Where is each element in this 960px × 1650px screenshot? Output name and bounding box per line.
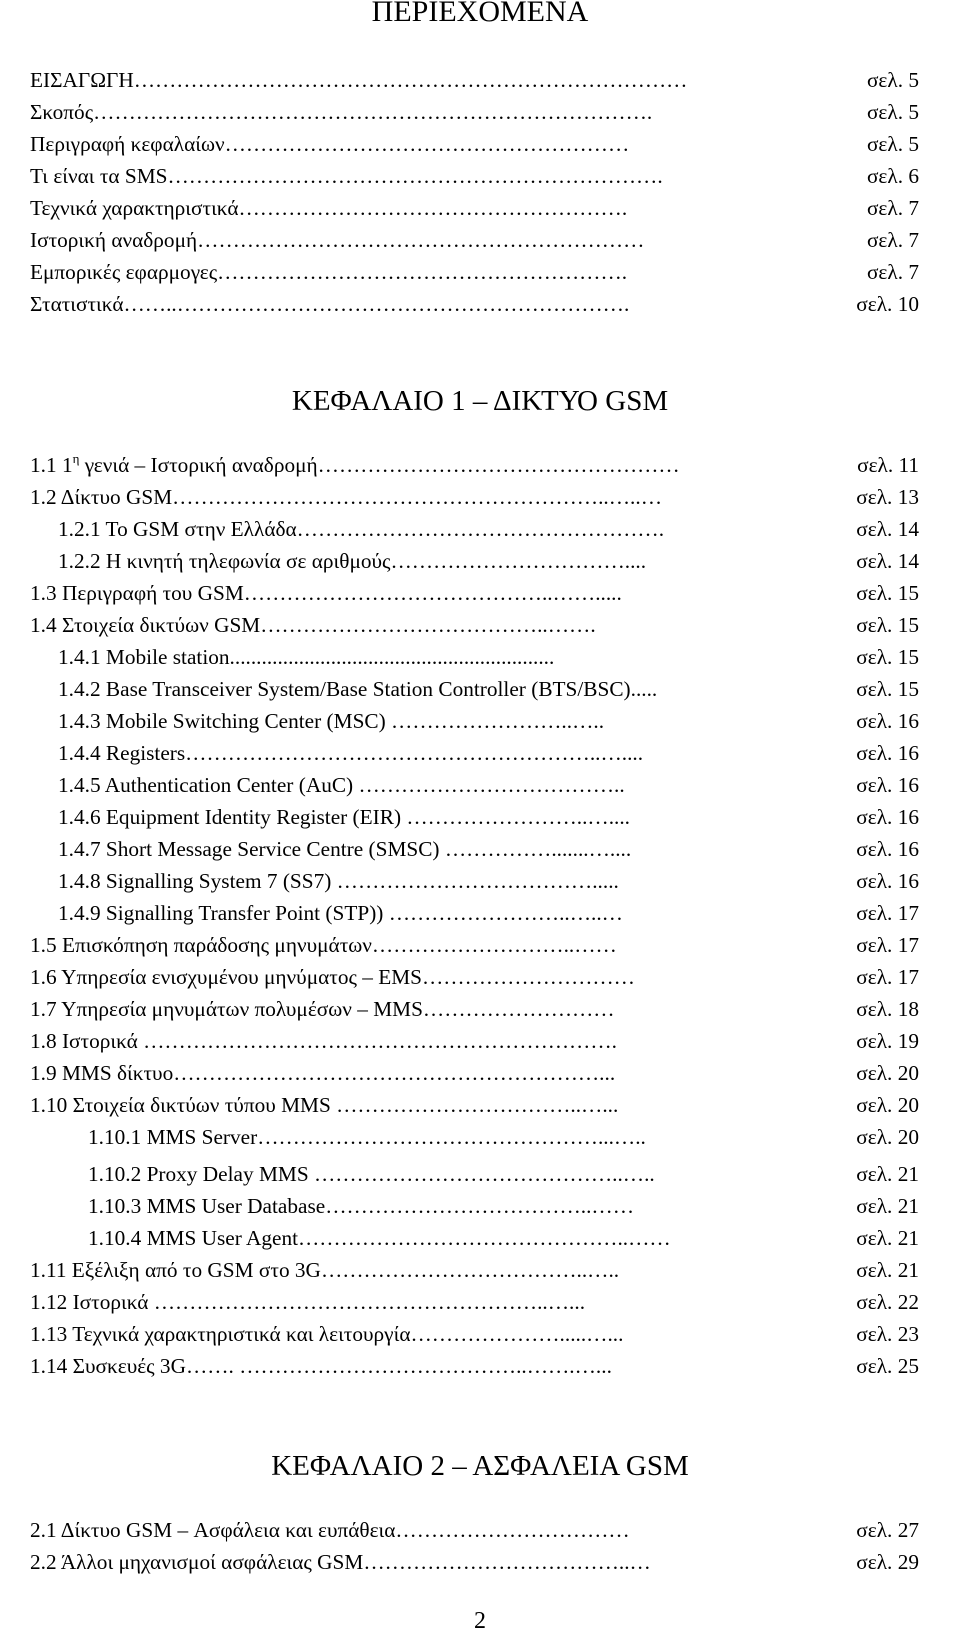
toc-entry-1-2[interactable]	[0, 481, 960, 513]
toc-entry-what-is-sms[interactable]	[0, 160, 960, 192]
toc-entry-page: σελ. 13	[856, 485, 919, 509]
toc-entry-title: 1.10 Στοιχεία δικτύων τύπου MMS ……………………………..…...	[30, 1093, 619, 1117]
toc-entry-2-1[interactable]	[0, 1514, 960, 1546]
toc-entry-1-7[interactable]	[0, 993, 960, 1025]
superscript: η	[72, 451, 80, 466]
toc-entry-1-2-1[interactable]	[0, 513, 960, 545]
toc-entry-1-11[interactable]	[0, 1254, 960, 1286]
toc-entry-page: σελ. 15	[856, 645, 919, 669]
toc-entry-page: σελ. 10	[856, 292, 919, 316]
toc-entry-1-14[interactable]	[0, 1350, 960, 1382]
toc-entry-1-9[interactable]	[0, 1057, 960, 1089]
toc-entry-page: σελ. 22	[856, 1290, 919, 1314]
toc-entry-title: 1.12 Ιστορικά ………………………………………………..…...	[30, 1290, 586, 1314]
toc-entry-title: 1.2 Δίκτυο GSM……………………………………………………..…..…	[30, 485, 662, 509]
toc-entry-1-3[interactable]	[0, 577, 960, 609]
toc-entry-1-10-1[interactable]	[0, 1121, 960, 1153]
toc-entry-1-4-8[interactable]	[0, 865, 960, 897]
toc-entry-1-10-3[interactable]	[0, 1190, 960, 1222]
toc-entry-page: σελ. 15	[856, 677, 919, 701]
toc-entry-title: 1.8 Ιστορικά ………………………………………………………….	[30, 1029, 617, 1053]
page-number: 2	[474, 1608, 486, 1634]
toc-entry-page: σελ. 16	[856, 741, 919, 765]
toc-entry-1-12[interactable]	[0, 1286, 960, 1318]
toc-entry-1-10-4[interactable]	[0, 1222, 960, 1254]
toc-entry-title: 2.2 Άλλοι μηχανισμοί ασφάλειας GSM………………………………..…	[30, 1550, 651, 1574]
toc-entry-1-4-9[interactable]	[0, 897, 960, 929]
toc-entry-title: 1.4.5 Authentication Center (AuC) ………………………………..	[58, 773, 625, 797]
toc-entry-title: 1.4.3 Mobile Switching Center (MSC) ……………………..…..	[58, 709, 605, 733]
toc-entry-label: γενιά – Ιστορική αναδρομή……………………………………………	[79, 453, 680, 477]
toc-entry-page: σελ. 5	[866, 68, 919, 92]
toc-entry-page: σελ. 14	[856, 517, 919, 541]
toc-entry-1-10[interactable]	[0, 1089, 960, 1121]
toc-entry-page: σελ. 16	[856, 773, 919, 797]
toc-entry-page: σελ. 15	[856, 581, 919, 605]
toc-entry-title: 2.1 Δίκτυο GSM – Ασφάλεια και ευπάθεια……………………………	[30, 1518, 630, 1542]
toc-entry-page: σελ. 17	[856, 933, 919, 957]
toc-entry-1-10-2[interactable]	[0, 1158, 960, 1190]
toc-entry-1-8[interactable]	[0, 1025, 960, 1057]
toc-entry-title: 1.7 Υπηρεσία μηνυμάτων πολυμέσων – MMS………………………	[30, 997, 615, 1021]
toc-entry-title: 1.10.4 MMS User Agent………………………………………..……	[88, 1226, 671, 1250]
toc-entry-title: 1.3 Περιγραφή του GSM……………………………………..…….....	[30, 581, 622, 605]
toc-entry-title: 1.13 Τεχνικά χαρακτηριστικά και λειτουργία………………….....…...	[30, 1322, 624, 1346]
toc-entry-title: 1.4.2 Base Transceiver System/Base Station Controller (BTS/BSC).....	[58, 677, 658, 701]
toc-entry-number: 1.1 1	[30, 453, 73, 477]
toc-entry-page: σελ. 7	[866, 228, 919, 252]
toc-entry-1-13[interactable]	[0, 1318, 960, 1350]
chapter-2-heading: ΚΕΦΑΛΑΙΟ 2 – ΑΣΦΑΛΕΙΑ GSM	[271, 1450, 689, 1482]
toc-entry-page: σελ. 15	[856, 613, 919, 637]
toc-entry-purpose[interactable]	[0, 96, 960, 128]
toc-entry-page: σελ. 6	[866, 164, 919, 188]
toc-entry-1-4-1[interactable]	[0, 641, 960, 673]
toc-entry-page: σελ. 7	[866, 196, 919, 220]
toc-entry-title: 1.2.1 Το GSM στην Ελλάδα…………………………………………….	[58, 517, 665, 541]
toc-entry-page: σελ. 19	[856, 1029, 919, 1053]
toc-entry-page: σελ. 5	[866, 100, 919, 124]
toc-entry-page: σελ. 29	[856, 1550, 919, 1574]
toc-entry-1-4-7[interactable]	[0, 833, 960, 865]
toc-entry-title: Ιστορική αναδρομή………………………………………………………	[30, 228, 645, 252]
toc-entry-title	[30, 449, 680, 484]
toc-entry-page: σελ. 21	[856, 1194, 919, 1218]
toc-entry-title: 1.5 Επισκόπηση παράδοσης μηνυμάτων………………………..……	[30, 933, 617, 957]
toc-entry-title: 1.4.9 Signalling Transfer Point (STP)) ……………………..…..…	[58, 901, 623, 925]
toc-entry-title: Στατιστικά……..……………………………………………………….	[30, 292, 630, 316]
toc-entry-page: σελ. 25	[856, 1354, 919, 1378]
toc-entry-commercial-applications[interactable]	[0, 256, 960, 288]
toc-entry-chapter-description[interactable]	[0, 128, 960, 160]
toc-entry-page: σελ. 17	[856, 901, 919, 925]
toc-entry-title: 1.4.4 Registers…………………………………………………..…....	[58, 741, 644, 765]
toc-entry-history[interactable]	[0, 224, 960, 256]
toc-entry-1-4-4[interactable]	[0, 737, 960, 769]
toc-entry-page: σελ. 16	[856, 709, 919, 733]
toc-entry-title: 1.4.8 Signalling System 7 (SS7) ……………………………….....	[58, 869, 619, 893]
toc-entry-page: σελ. 16	[856, 837, 919, 861]
toc-entry-page: σελ. 7	[866, 260, 919, 284]
toc-entry-page: σελ. 20	[856, 1125, 919, 1149]
toc-entry-title: 1.2.2 Η κινητή τηλεφωνία σε αριθμούς……………………………....	[58, 549, 647, 573]
toc-entry-1-4-3[interactable]	[0, 705, 960, 737]
toc-entry-title: Περιγραφή κεφαλαίων…………………………………………………	[30, 132, 630, 156]
toc-entry-page: σελ. 16	[856, 869, 919, 893]
toc-entry-title: Εμπορικές εφαρμογες………………………………………………….	[30, 260, 628, 284]
toc-entry-page: σελ. 23	[856, 1322, 919, 1346]
toc-entry-title: Σκοπός…………………………………………………………………….	[30, 100, 653, 124]
toc-entry-1-5[interactable]	[0, 929, 960, 961]
toc-entry-1-2-2[interactable]	[0, 545, 960, 577]
toc-entry-title: ΕΙΣΑΓΩΓΗ……………………………………………………………………	[30, 68, 688, 92]
toc-entry-title: 1.4.7 Short Message Service Centre (SMSC) …………….......…....	[58, 837, 632, 861]
toc-entry-1-4-5[interactable]	[0, 769, 960, 801]
toc-entry-title: 1.10.1 MMS Server…………………………………………...…..	[88, 1125, 646, 1149]
toc-entry-title: 1.11 Εξέλιξη από το GSM στο 3G………………………………..…..	[30, 1258, 620, 1282]
toc-entry-1-4-2[interactable]	[0, 673, 960, 705]
toc-entry-1-4[interactable]	[0, 609, 960, 641]
toc-entry-statistics[interactable]	[0, 288, 960, 320]
toc-entry-title: 1.14 Συσκευές 3G……. …………………………………..…….…...	[30, 1354, 612, 1378]
toc-entry-2-2[interactable]	[0, 1546, 960, 1578]
toc-entry-title: Τεχνικά χαρακτηριστικά……………………………………………….	[30, 196, 628, 220]
toc-entry-page: σελ. 17	[856, 965, 919, 989]
toc-entry-1-6[interactable]	[0, 961, 960, 993]
toc-entry-title: 1.4 Στοιχεία δικτύων GSM…………………………………..…….	[30, 613, 596, 637]
toc-entry-page: σελ. 18	[856, 997, 919, 1021]
toc-entry-intro[interactable]	[0, 64, 960, 96]
toc-entry-page: σελ. 16	[856, 805, 919, 829]
toc-entry-technical-features[interactable]	[0, 192, 960, 224]
toc-entry-page: σελ. 11	[857, 453, 919, 477]
toc-entry-title: 1.4.1 Mobile station.............................................................	[58, 645, 555, 669]
toc-entry-page: σελ. 14	[856, 549, 919, 573]
toc-entry-1-4-6[interactable]	[0, 801, 960, 833]
toc-entry-title: 1.10.2 Proxy Delay MMS ……………………………………..…..	[88, 1162, 655, 1186]
toc-entry-title: Τι είναι τα SMS…………………………………………………………….	[30, 164, 663, 188]
page-title: ΠΕΡΙΕΧΟΜΕΝΑ	[371, 0, 589, 28]
toc-entry-page: σελ. 5	[866, 132, 919, 156]
toc-entry-page: σελ. 20	[856, 1061, 919, 1085]
toc-entry-title: 1.10.3 MMS User Database………………………………..……	[88, 1194, 634, 1218]
toc-entry-page: σελ. 27	[856, 1518, 919, 1542]
toc-entry-page: σελ. 21	[856, 1226, 919, 1250]
toc-entry-title: 1.9 MMS δίκτυο……………………………………………………...	[30, 1061, 616, 1085]
chapter-1-heading: ΚΕΦΑΛΑΙΟ 1 – ΔΙΚΤΥΟ GSM	[291, 385, 669, 417]
toc-entry-title: 1.4.6 Equipment Identity Register (EIR) ……………………..…....	[58, 805, 630, 829]
toc-entry-page: σελ. 21	[856, 1258, 919, 1282]
toc-entry-title: 1.6 Υπηρεσία ενισχυμένου μηνύματος – EMS…………………………	[30, 965, 635, 989]
toc-entry-page: σελ. 20	[856, 1093, 919, 1117]
toc-entry-1-1[interactable]	[0, 449, 960, 481]
toc-entry-page: σελ. 21	[856, 1162, 919, 1186]
